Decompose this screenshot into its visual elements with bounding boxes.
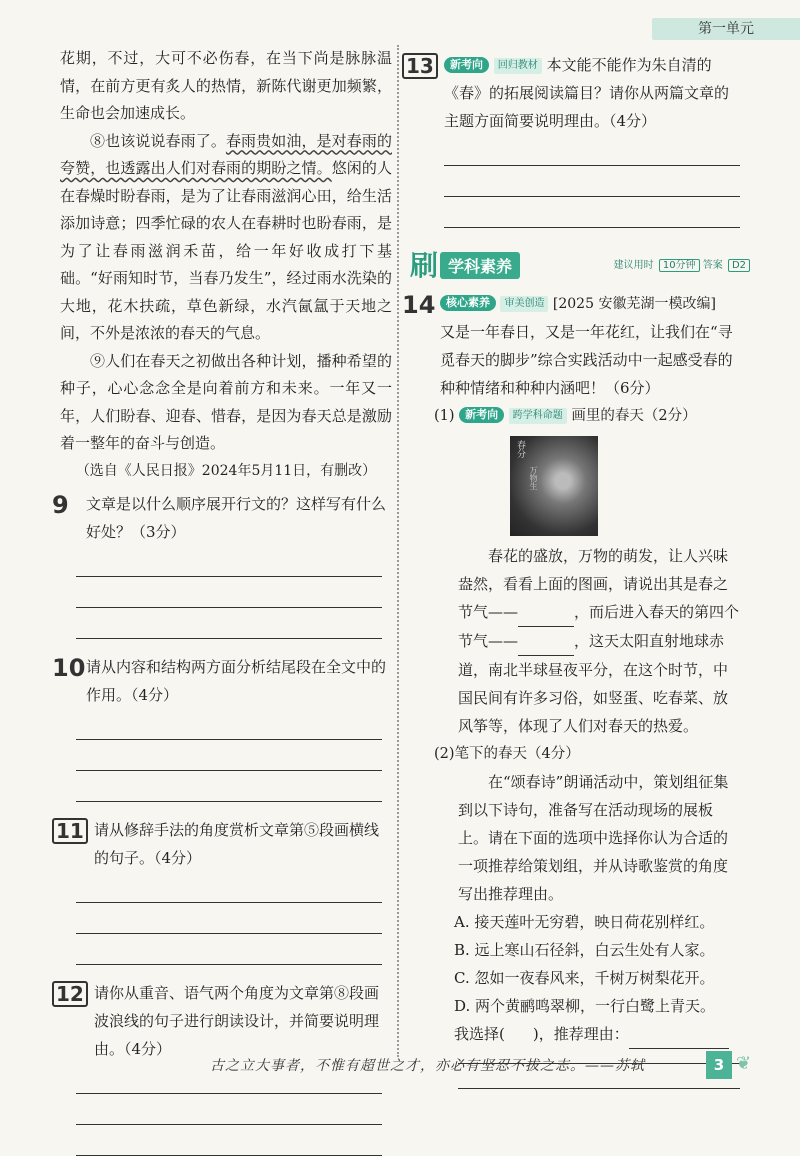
new-direction-badge: 新考向 <box>444 57 489 73</box>
painting-subcaption: 万物生 <box>529 466 538 490</box>
question-text <box>444 51 740 135</box>
time-label: 建议用时 <box>613 260 654 271</box>
article-source: （选自《人民日报》2024年5月11日，有删改） <box>75 462 377 479</box>
option-d: D. 两个黄鹂鸣翠柳，一行白鹭上青天。 <box>454 997 716 1015</box>
section-header <box>410 246 746 282</box>
brush-icon: 刷 <box>410 249 439 282</box>
page-number: 3 <box>706 1051 732 1079</box>
choice-blank[interactable] <box>505 1020 533 1048</box>
answer-line[interactable] <box>76 638 382 639</box>
part-1-text-c: ，这天太阳直射地球赤道，南北半球昼夜平分，在这个时节，中国民间有许多习俗，如竖蛋、吃春菜、放风筝等，体现了人们对春天的热爱。 <box>458 632 729 735</box>
answer-line[interactable] <box>76 964 382 965</box>
answer-line[interactable] <box>444 227 740 228</box>
article-paragraph-9: ⑨人们在春天之初做出各种计划，播种希望的种子，心心念念全是向着前方和未来。一年又一年，人们盼春、迎春、惜春，是因为春天总是激励着一整年的奋斗与创造。 <box>60 351 392 452</box>
section-meta <box>614 256 750 271</box>
section-title: 学科素养 <box>440 252 520 279</box>
option-a: A. 接天莲叶无穷碧，映日荷花别样红。 <box>454 913 715 931</box>
aesthetic-tag: 审美创造 <box>500 296 548 312</box>
part-2-text: 在“颂春诗”朗诵活动中，策划组征集到以下诗句，准备写在活动现场的展板上。请在下面的选项中选择你认为合适的一项推荐给策划组，并从诗歌鉴赏的角度写出推荐理由。 <box>458 773 729 903</box>
question-10 <box>52 653 392 802</box>
question-text: 请你从重音、语气两个角度为文章第⑧段画波浪线的句子进行朗读设计，并简要说明理由。（4分） <box>94 983 380 1058</box>
answer-line[interactable] <box>76 1155 382 1156</box>
option-b: B. 远上寒山石径斜，白云生处有人家。 <box>454 941 715 959</box>
unit-tab: 第一单元 <box>652 18 800 40</box>
cross-discipline-tag: 跨学科命题 <box>509 408 567 424</box>
footer-motto: 古之立大事者，不惟有超世之才，亦必有坚忍不拔之志。——苏轼 <box>210 1058 645 1074</box>
article-paragraph-continued: 花期，不过，大可不必伤春，在当下尚是脉脉温情，在前方更有炙人的热情，新陈代谢更加频繁，生命也会加速成长。 <box>60 49 392 122</box>
new-direction-badge: 新考向 <box>459 407 504 423</box>
question-13 <box>406 51 740 228</box>
question-number: 11 <box>52 818 88 844</box>
solar-term-blank-1[interactable] <box>518 598 574 627</box>
answer-line[interactable] <box>76 801 382 802</box>
page-footer <box>0 1051 800 1091</box>
question-intro: 又是一年春日，又是一年花红，让我们在“寻觅春天的脚步”综合实践活动中一起感受春的种种情绪和种种内涵吧！（6分） <box>440 323 733 397</box>
option-c: C. 忽如一夜春风来，千树万树梨花开。 <box>454 969 715 987</box>
time-value: 10分钟 <box>659 259 700 272</box>
question-source: [2025 安徽芜湖一模改编] <box>552 296 716 312</box>
part-1-heading: 画里的春天（2分） <box>571 408 697 424</box>
question-11 <box>56 816 392 965</box>
part-2-title: (2)笔下的春天（4分） <box>434 746 580 762</box>
core-literacy-badge: 核心素养 <box>440 295 496 311</box>
p8-rest: 悠闲的人在春燥时盼春雨，是为了让春雨滋润心田，给生活添加诗意；四季忙碌的农人在春耕时也盼春雨，是为了让春雨滋润禾苗，给一年好收成打下基础。“好雨知时节，当春乃发生”，经过雨水洗染的大地，花木扶疏，草色新绿，水汽氤氲于天地之间，不外是浓浓的春天的气息。 <box>60 159 392 342</box>
solar-term-blank-2[interactable] <box>518 627 574 656</box>
answer-label: 答案 <box>702 260 723 271</box>
question-body: 本文能不能作为朱自清的《春》的拓展阅读篇目？请你从两篇文章的主题方面简要说明理由。（4分） <box>444 56 730 130</box>
part-1-title <box>434 402 740 430</box>
question-text: 文章是以什么顺序展开行文的？这样写有什么好处？（3分） <box>86 494 387 541</box>
question-number: 9 <box>52 490 69 519</box>
part-1-label: (1) <box>434 408 455 424</box>
left-column <box>52 45 392 1156</box>
question-number: 10 <box>52 653 86 682</box>
part-1-text-a: 春花的盛放，万物的萌发，让人兴味盎然，看看上面的图画，请说出其是春之节气—— <box>458 547 729 621</box>
p8-lead: ⑧也该说说春雨了。 <box>90 131 226 150</box>
leaf-icon: ❦ <box>736 1053 752 1074</box>
question-number: 12 <box>52 981 88 1007</box>
question-text: 请从内容和结构两方面分析结尾段在全文中的作用。（4分） <box>86 657 387 704</box>
right-column <box>402 45 746 1089</box>
reason-label: )，推荐理由： <box>532 1025 629 1043</box>
question-number: 14 <box>402 291 436 319</box>
part-1-text <box>458 542 740 740</box>
column-divider <box>397 45 399 1057</box>
painting-caption: 春分 <box>515 440 525 458</box>
choice-prefix: 我选择( <box>454 1025 505 1043</box>
question-number: 13 <box>402 53 438 79</box>
p8-wavy-sentence: 春雨贵如油，是对春雨的夸赞，也透露出人们对春雨的期盼之情。 <box>60 131 392 177</box>
part-1-text-b: ，而后进入春天的第四个节气—— <box>458 603 740 650</box>
question-header <box>440 290 740 318</box>
choice-line <box>454 1020 740 1049</box>
answer-page: D2 <box>728 259 750 272</box>
question-14 <box>402 290 740 1089</box>
textbook-tag: 回归教材 <box>494 58 542 74</box>
reason-blank[interactable] <box>629 1020 729 1049</box>
spring-painting-image <box>510 436 598 536</box>
article-paragraph-8 <box>60 128 392 348</box>
question-9 <box>52 490 392 639</box>
question-text: 请从修辞手法的角度赏析文章第⑤段画横线的句子。（4分） <box>94 820 380 867</box>
